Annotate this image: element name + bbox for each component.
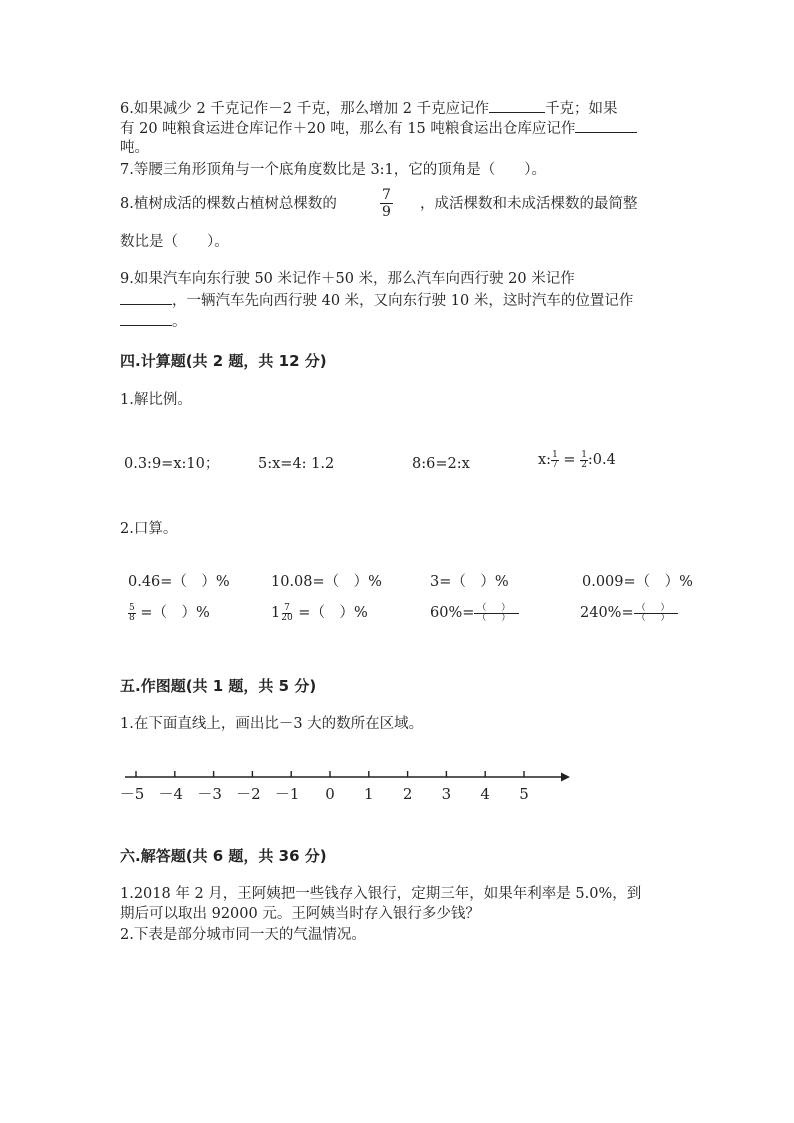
section5-title: 五.作图题(共 1 题，共 5 分) <box>120 677 317 695</box>
oral-calc-2: 10.08=（ ）% <box>271 574 382 590</box>
q6-line2 <box>120 118 637 139</box>
oral-calc-7 <box>430 603 519 623</box>
ratio4-eq: = <box>558 452 581 468</box>
fraction-denominator[interactable]: （ ） <box>477 612 517 623</box>
section5-p1: 1.在下面直线上，画出比－3 大的数所在区域。 <box>120 716 424 732</box>
section6-p1-line1: 1.2018 年 2 月，王阿姨把一些钱存入银行，定期三年，如果年利率是 5.0%，到 <box>120 886 642 902</box>
q6-text-b: 千克；如果 <box>545 101 618 117</box>
fraction-denominator: 9 <box>382 204 391 220</box>
fraction-denominator: 20 <box>281 612 293 623</box>
number-line-label: 1 <box>364 785 374 803</box>
arrow-head-icon <box>561 773 570 782</box>
fraction-numerator: 1 <box>581 449 587 460</box>
number-line-label: 4 <box>480 785 490 803</box>
number-line-label: －3 <box>197 785 222 803</box>
q8-fraction <box>380 187 393 220</box>
q8-part-b: ，成活棵数和未成活棵数的最简整 <box>420 196 638 212</box>
oral-calc-1: 0.46=（ ）% <box>128 574 230 590</box>
q6-line1 <box>120 98 618 119</box>
q9-text-c: 。 <box>172 314 187 330</box>
answer-blank[interactable] <box>120 311 172 326</box>
ratio4-a: x: <box>538 452 552 468</box>
number-line-label: 3 <box>441 785 452 803</box>
oral-calc-8-head: 240%= <box>580 605 634 621</box>
mixed-whole: 1 <box>271 605 281 621</box>
q7-text: 7.等腰三角形顶角与一个底角度数比是 3:1，它的顶角是（ ）。 <box>120 162 547 178</box>
fraction-numerator[interactable]: （ ） <box>634 604 679 614</box>
number-line-label: －5 <box>119 785 145 803</box>
q9-line3 <box>120 311 187 332</box>
number-line-label: 2 <box>402 785 413 803</box>
fraction-numerator: 7 <box>382 187 391 203</box>
q8-part-a: 8.植树成活的棵数占植树总棵数的 <box>120 196 337 212</box>
section4-p1-title: 1.解比例。 <box>120 392 192 408</box>
ratio-2: 5:x=4: 1.2 <box>258 456 335 472</box>
oral-calc-5-tail: =（ ）% <box>135 605 210 621</box>
number-line-label: 5 <box>519 785 529 803</box>
oral-calc-6-tail: =（ ）% <box>293 605 368 621</box>
ratio-1: 0.3:9=x:10； <box>124 456 220 472</box>
number-line-label: 0 <box>325 785 335 803</box>
section6-title: 六.解答题(共 6 题，共 36 分) <box>120 847 327 865</box>
answer-blank[interactable] <box>120 290 172 305</box>
oral-calc-4: 0.009=（ ）% <box>582 574 693 590</box>
q9-line2 <box>120 290 633 311</box>
oral-calc-3: 3=（ ）% <box>430 574 509 590</box>
oral-calc-8 <box>580 603 678 623</box>
fraction-denominator: 2 <box>581 459 587 470</box>
q6-text-a: 6.如果减少 2 千克记作－2 千克，那么增加 2 千克应记作 <box>120 101 490 117</box>
q6-line3: 吨。 <box>120 140 149 156</box>
oral-calc-7-head: 60%= <box>430 605 475 621</box>
number-line[interactable] <box>115 762 585 810</box>
ratio4-b: :0.4 <box>587 452 616 468</box>
oral-calc-6 <box>271 603 368 623</box>
number-line-label: －1 <box>274 785 300 803</box>
number-line-label: －4 <box>158 785 184 803</box>
section4-title: 四.计算题(共 2 题，共 12 分) <box>120 352 327 370</box>
fraction-denominator: 8 <box>129 612 135 623</box>
fraction-denominator: 7 <box>552 459 558 470</box>
fraction-numerator: 5 <box>129 602 135 613</box>
oral-calc-5 <box>128 603 210 623</box>
q6-text-c: 有 20 吨粮食运进仓库记作＋20 吨，那么有 15 吨粮食运出仓库应记作 <box>120 121 576 137</box>
section4-p2-title: 2.口算。 <box>120 521 178 537</box>
q9-line1: 9.如果汽车向东行驶 50 米记作＋50 米，那么汽车向西行驶 20 米记作 <box>120 271 575 287</box>
section6-p2: 2.下表是部分城市同一天的气温情况。 <box>120 927 366 943</box>
q9-text-b: ，一辆汽车先向西行驶 40 米，又向东行驶 10 米，这时汽车的位置记作 <box>172 293 634 309</box>
fraction-denominator[interactable]: （ ） <box>636 612 676 623</box>
fraction-numerator: 7 <box>284 602 290 613</box>
ratio-4 <box>538 450 616 470</box>
ratio-3: 8:6=2:x <box>412 456 470 472</box>
fraction-numerator: 1 <box>552 449 558 460</box>
answer-blank[interactable] <box>575 118 637 133</box>
answer-blank[interactable] <box>489 98 545 113</box>
fraction-numerator[interactable]: （ ） <box>474 604 519 614</box>
number-line-label: －2 <box>236 785 261 803</box>
section6-p1-line2: 期后可以取出 92000 元。王阿姨当时存入银行多少钱？ <box>120 906 480 922</box>
q8-line2: 数比是（ ）。 <box>120 234 229 250</box>
